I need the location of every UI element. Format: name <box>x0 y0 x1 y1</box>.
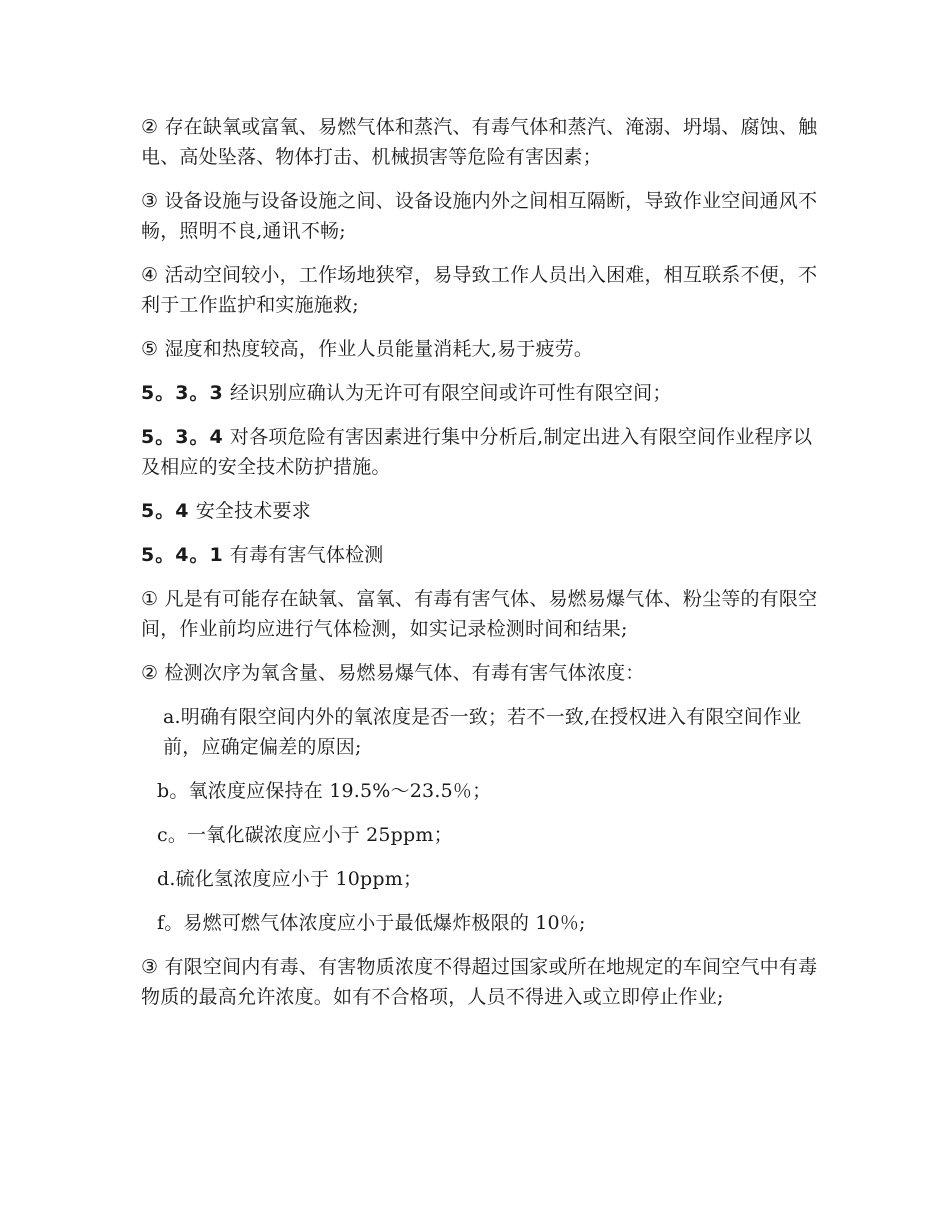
paragraph-isolation <box>141 186 821 246</box>
paragraph-gas-detection <box>141 584 821 644</box>
paragraph-text: 设备设施与设备设施之间、设备设施内外之间相互隔断，导致作业空间通风不畅，照明不良,通讯不畅; <box>141 190 818 242</box>
paragraph-text: 湿度和热度较高，作业人员能量消耗大,易于疲劳。 <box>158 338 594 360</box>
paragraph-text: c。一氧化碳浓度应小于 25ppm； <box>157 824 453 846</box>
paragraph-space <box>141 260 821 320</box>
section-number: 5。4。1 <box>141 544 224 566</box>
section-5-3-3 <box>141 378 821 408</box>
section-5-4-heading <box>141 496 821 526</box>
item-marker: ② <box>141 116 159 138</box>
paragraph-text: 经识别应确认为无许可有限空间或许可性有限空间； <box>223 382 672 404</box>
section-title: 安全技术要求 <box>189 500 311 522</box>
paragraph-text: 有限空间内有毒、有害物质浓度不得超过国家或所在地规定的车间空气中有毒物质的最高允许浓度。如有不合格项，人员不得进入或立即停止作业; <box>141 956 818 1008</box>
item-marker: ③ <box>141 190 159 212</box>
paragraph-text: d.硫化氢浓度应小于 10ppm； <box>157 868 423 890</box>
paragraph-text: 存在缺氧或富氧、易燃气体和蒸汽、有毒气体和蒸汽、淹溺、坍塌、腐蚀、触电、高处坠落、物体打击、机械损害等危险有害因素； <box>141 116 818 168</box>
item-marker: ④ <box>141 264 159 286</box>
paragraph-text: 对各项危险有害因素进行集中分析后,制定出进入有限空间作业程序以及相应的安全技术防护措施。 <box>141 426 813 478</box>
sub-item-c <box>141 820 821 850</box>
paragraph-detection-order <box>141 658 821 688</box>
sub-item-f <box>141 908 821 938</box>
item-marker: ⑤ <box>141 338 159 360</box>
section-number: 5。3。3 <box>141 382 224 404</box>
paragraph-text: 凡是有可能存在缺氧、富氧、有毒有害气体、易燃易爆气体、粉尘等的有限空间，作业前均应进行气体检测，如实记录检测时间和结果; <box>141 588 818 640</box>
section-number: 5。4 <box>141 500 190 522</box>
sub-item-a <box>141 702 821 762</box>
sub-item-d <box>141 864 821 894</box>
section-5-4-1-heading <box>141 540 821 570</box>
paragraph-text: b。氧浓度应保持在 19.5%～23.5％； <box>157 780 492 802</box>
item-marker: ② <box>141 662 159 684</box>
section-number: 5。3。4 <box>141 426 224 448</box>
paragraph-text: 检测次序为氧含量、易燃易爆气体、有毒有害气体浓度： <box>158 662 645 684</box>
section-5-3-4 <box>141 422 821 482</box>
sub-item-b <box>141 776 821 806</box>
paragraph-hazards <box>141 112 821 172</box>
paragraph-humidity <box>141 334 821 364</box>
paragraph-text: 活动空间较小，工作场地狭窄，易导致工作人员出入困难，相互联系不便，不利于工作监护和实施施救; <box>141 264 818 316</box>
item-marker: ① <box>141 588 159 610</box>
section-title: 有毒有害气体检测 <box>223 544 384 566</box>
paragraph-text: a.明确有限空间内外的氧浓度是否一致；若不一致,在授权进入有限空间作业前，应确定偏差的原因; <box>163 706 802 758</box>
item-marker: ③ <box>141 956 159 978</box>
document-body <box>141 112 821 1026</box>
paragraph-concentration-limit <box>141 952 821 1012</box>
paragraph-text: f。易燃可燃气体浓度应小于最低爆炸极限的 10％; <box>157 912 586 934</box>
